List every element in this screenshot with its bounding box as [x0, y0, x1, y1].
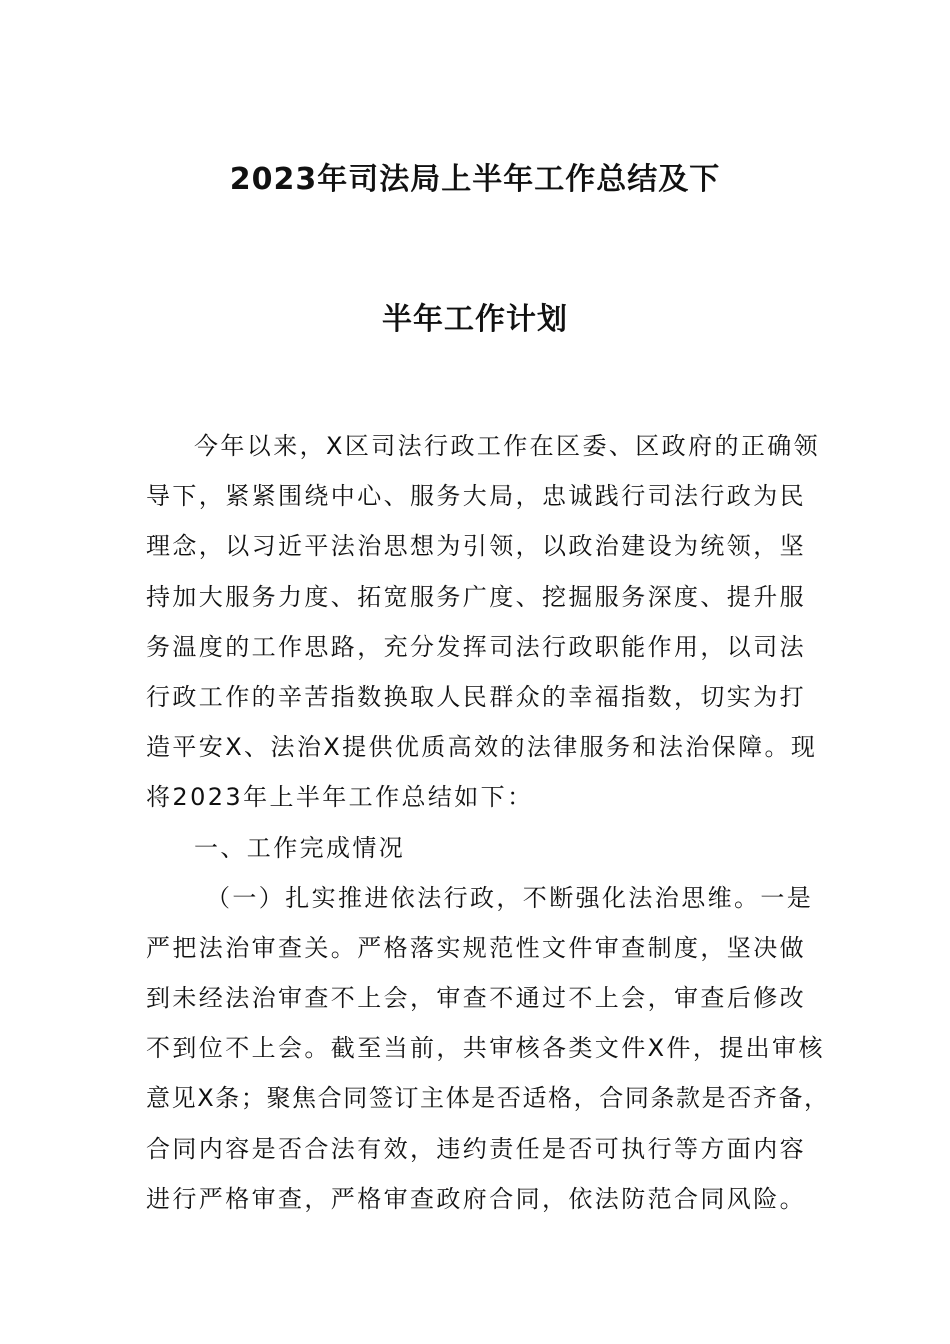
paragraph-line: 理念，以习近平法治思想为引领，以政治建设为统领，坚	[146, 532, 806, 561]
paragraph-line: 今年以来，X区司法行政工作在区委、区政府的正确领	[194, 432, 821, 460]
paragraph-line: 导下，紧紧围绕中心、服务大局，忠诚践行司法行政为民	[146, 482, 806, 511]
document-body	[146, 426, 836, 1229]
paragraph-line: 将2023年上半年工作总结如下：	[146, 783, 534, 812]
document-title-line-1: 2023年司法局上半年工作总结及下	[229, 162, 721, 197]
paragraph-line: 不到位不上会。截至当前，共审核各类文件X件，提出审核	[146, 1034, 825, 1063]
paragraph-line: 务温度的工作思路，充分发挥司法行政职能作用，以司法	[146, 632, 806, 661]
paragraph-line: 造平安X、法治X提供优质高效的法律服务和法治保障。现	[146, 733, 818, 762]
paragraph-line: 到未经法治审查不上会，审查不通过不上会，审查后修改	[146, 984, 806, 1013]
paragraph-line: 合同内容是否合法有效，违约责任是否可执行等方面内容	[146, 1134, 806, 1163]
paragraph-line: 行政工作的辛苦指数换取人民群众的幸福指数，切实为打	[146, 682, 806, 711]
paragraph-line: 持加大服务力度、拓宽服务广度、挖掘服务深度、提升服	[146, 582, 806, 611]
section-heading: 一、工作完成情况	[194, 833, 406, 862]
document-title-line-2: 半年工作计划	[382, 302, 568, 337]
paragraph-line: 严把法治审查关。严格落实规范性文件审查制度，坚决做	[146, 933, 806, 962]
paragraph-line: （一）扎实推进依法行政，不断强化法治思维。一是	[206, 883, 814, 912]
paragraph-line: 进行严格审查，严格审查政府合同，依法防范合同风险。	[146, 1184, 806, 1213]
paragraph-line: 意见X条；聚焦合同签订主体是否适格，合同条款是否齐备，	[146, 1084, 830, 1113]
